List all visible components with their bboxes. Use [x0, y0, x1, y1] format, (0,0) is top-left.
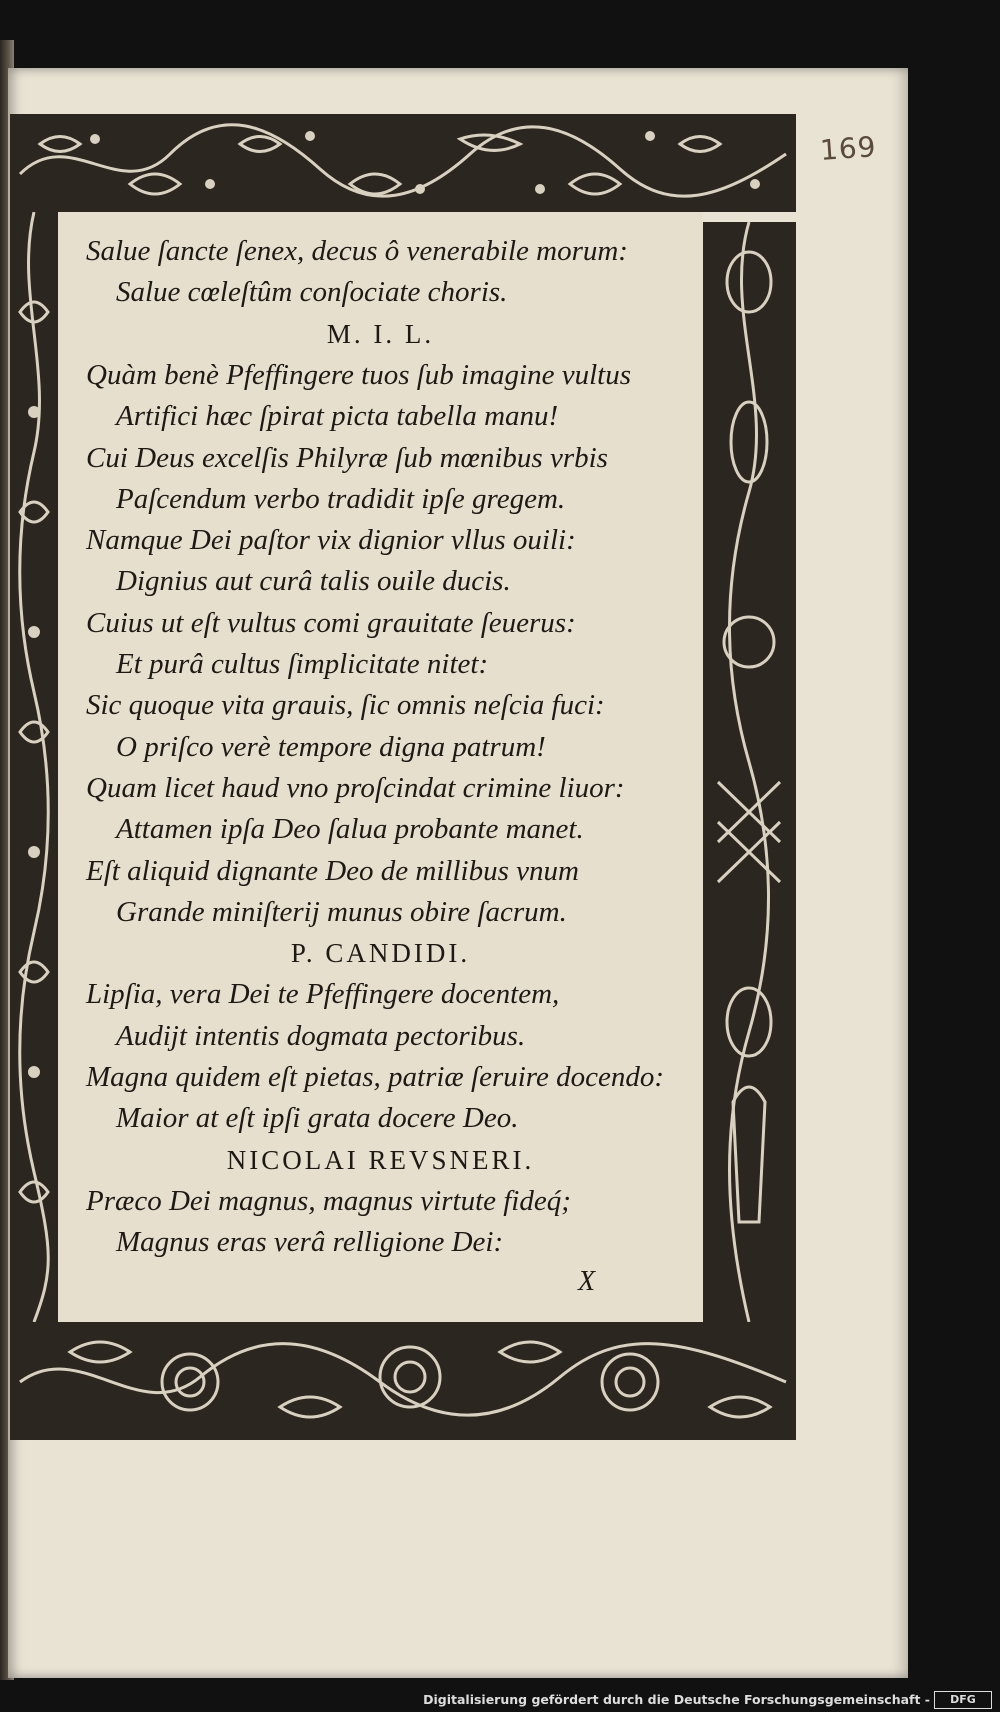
verse-line: Magnus eras verâ relligione Dei: [116, 1226, 504, 1259]
footer-bar [0, 1688, 1000, 1712]
verse-line: O priſco verè tempore digna patrum! [116, 730, 546, 763]
verse-line: Namque Dei paſtor vix dignior vllus ouili: [86, 524, 576, 557]
verse-line: Artifici hæc ſpirat picta tabella manu! [116, 400, 559, 433]
folio-number: 169 [818, 130, 878, 167]
woodcut-border-bottom [10, 1322, 796, 1440]
poem-text [58, 212, 703, 1322]
verse-line: Salue ſancte ſenex, decus ô venerabile morum: [86, 235, 628, 267]
verse-line: Maior at eſt ipſi grata docere Deo. [116, 1102, 519, 1135]
funding-credit: Digitalisierung gefördert durch die Deutsche Forschungsgemeinschaft - [423, 1692, 930, 1707]
verse-line: Audijt intentis dogmata pectoribus. [116, 1019, 526, 1052]
section-heading: M. I. L. [326, 318, 435, 349]
verse-line: Lipſia, vera Dei te Pfeffingere docentem, [86, 978, 560, 1011]
woodcut-border-left [10, 212, 58, 1322]
text-panel [58, 212, 703, 1322]
verse-line: Eſt aliquid dignante Deo de millibus vnum [86, 854, 579, 887]
verse-line: Magna quidem eſt pietas, patriæ ſeruire docendo: [86, 1061, 665, 1093]
woodcut-border-right [703, 222, 796, 1322]
verse-line: Dignius aut curâ talis ouile ducis. [116, 565, 511, 598]
verse-line: Cui Deus excelſis Philyræ ſub mœnibus vrbis [86, 441, 608, 474]
dfg-logo: DFG [934, 1691, 992, 1709]
verse-line: Quàm benè Pfeffingere tuos ſub imagine vultus [86, 358, 631, 391]
verse-line: Salue cœleſtûm conſociate choris. [116, 276, 508, 309]
signature-mark: X [578, 1266, 596, 1297]
verse-line: Grande miniſterij munus obire ſacrum. [116, 895, 567, 928]
woodcut-border-top [10, 114, 796, 212]
section-heading: NICOLAI REVSNERI. [226, 1144, 535, 1175]
verse-line: Et purâ cultus ſimplicitate nitet: [116, 648, 489, 680]
section-heading: P. CANDIDI. [290, 938, 471, 969]
verse-line: Attamen ipſa Deo ſalua probante manet. [116, 813, 584, 846]
verse-line: Præco Dei magnus, magnus virtute fideq́; [86, 1184, 571, 1217]
verse-line: Paſcendum verbo tradidit ipſe gregem. [116, 482, 566, 515]
verse-line: Cuius ut eſt vultus comi grauitate ſeuerus: [86, 606, 576, 639]
verse-line: Quam licet haud vno proſcindat crimine liuor: [86, 771, 625, 804]
verse-line: Sic quoque vita grauis, ſic omnis neſcia fuci: [86, 689, 605, 722]
